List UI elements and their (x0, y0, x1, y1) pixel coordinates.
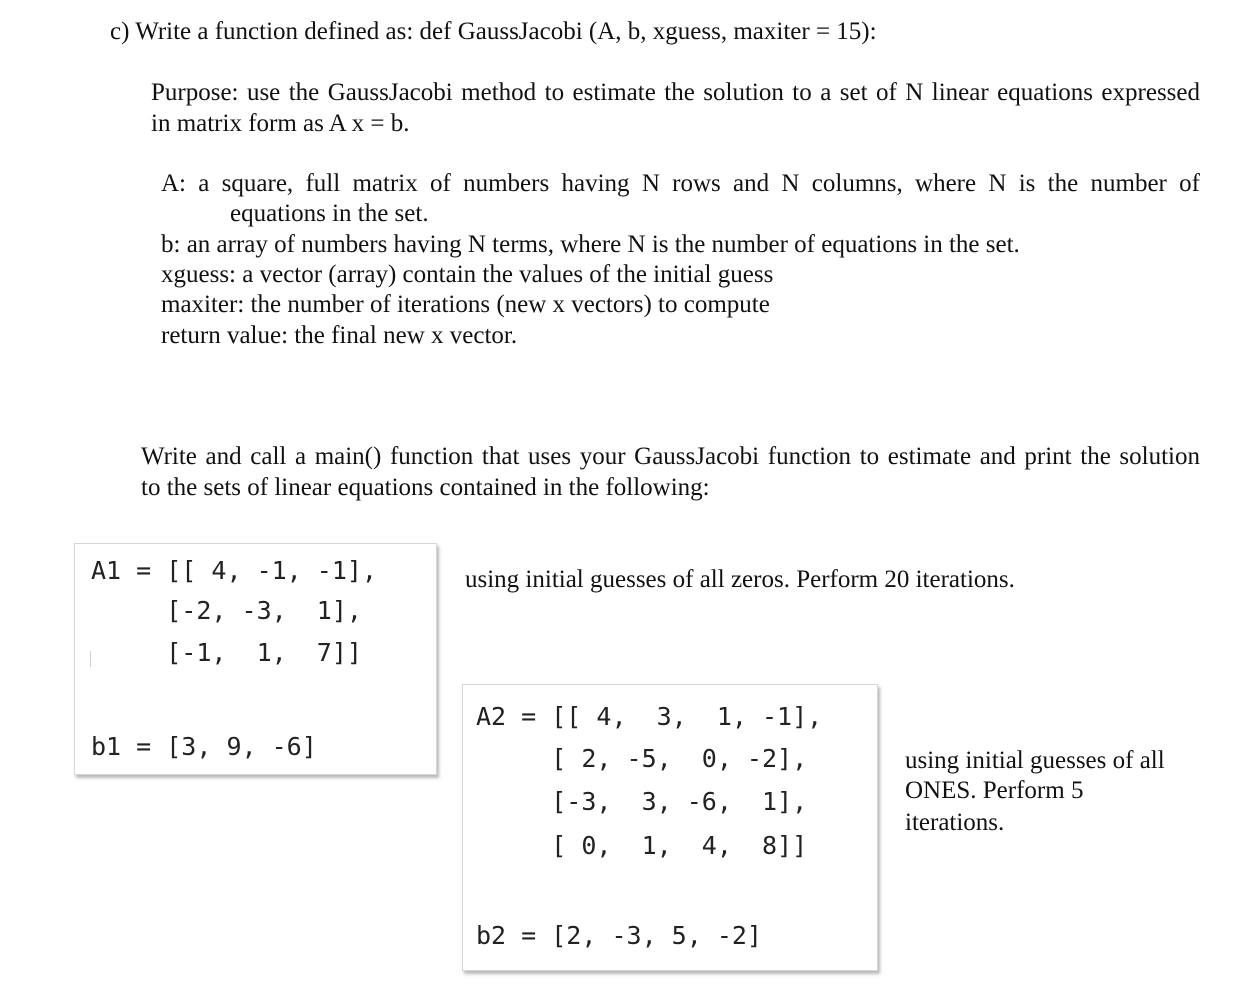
system2-note-line-3: iterations. (905, 809, 1005, 836)
main-instruction-line-1: Write and call a main() function that uses your GaussJacobi function to estimate and print the solution (141, 443, 1200, 470)
system2-note-line-2: ONES. Perform 5 (905, 777, 1084, 804)
A1-row-2: [-2, -3, 1], (91, 596, 362, 625)
system1-code-panel (74, 543, 437, 775)
system2-note-line-1: using initial guesses of all (905, 747, 1165, 774)
param-A-line-1: A: a square, full matrix of numbers having N rows and N columns, where N is the number of (161, 170, 1200, 197)
editor-gutter-mark (90, 651, 91, 667)
A2-row-4: [ 0, 1, 4, 8]] (476, 831, 808, 860)
problem-heading: c) Write a function defined as: def GaussJacobi (A, b, xguess, maxiter = 15): (110, 18, 877, 45)
b2-vector: b2 = [2, -3, 5, -2] (476, 921, 762, 950)
param-b: b: an array of numbers having N terms, where N is the number of equations in the set. (161, 231, 1020, 258)
param-A-line-2: equations in the set. (230, 200, 429, 227)
param-maxiter: maxiter: the number of iterations (new x vectors) to compute (161, 291, 770, 318)
A2-row-3: [-3, 3, -6, 1], (476, 787, 808, 816)
system1-note: using initial guesses of all zeros. Perform 20 iterations. (465, 566, 1015, 593)
param-xguess: xguess: a vector (array) contain the values of the initial guess (161, 261, 774, 288)
A1-row-1: A1 = [[ 4, -1, -1], (91, 556, 377, 585)
A1-row-3: [-1, 1, 7]] (91, 638, 362, 667)
A2-row-2: [ 2, -5, 0, -2], (476, 744, 808, 773)
param-return: return value: the final new x vector. (161, 322, 518, 349)
main-instruction-line-2: to the sets of linear equations contained in the following: (141, 474, 710, 501)
A2-row-1: A2 = [[ 4, 3, 1, -1], (476, 702, 823, 731)
purpose-line-1: Purpose: use the GaussJacobi method to estimate the solution to a set of N linear equations expressed (151, 79, 1200, 106)
b1-vector: b1 = [3, 9, -6] (91, 732, 317, 761)
system2-code-panel (462, 684, 878, 971)
purpose-line-2: in matrix form as A x = b. (151, 110, 410, 137)
